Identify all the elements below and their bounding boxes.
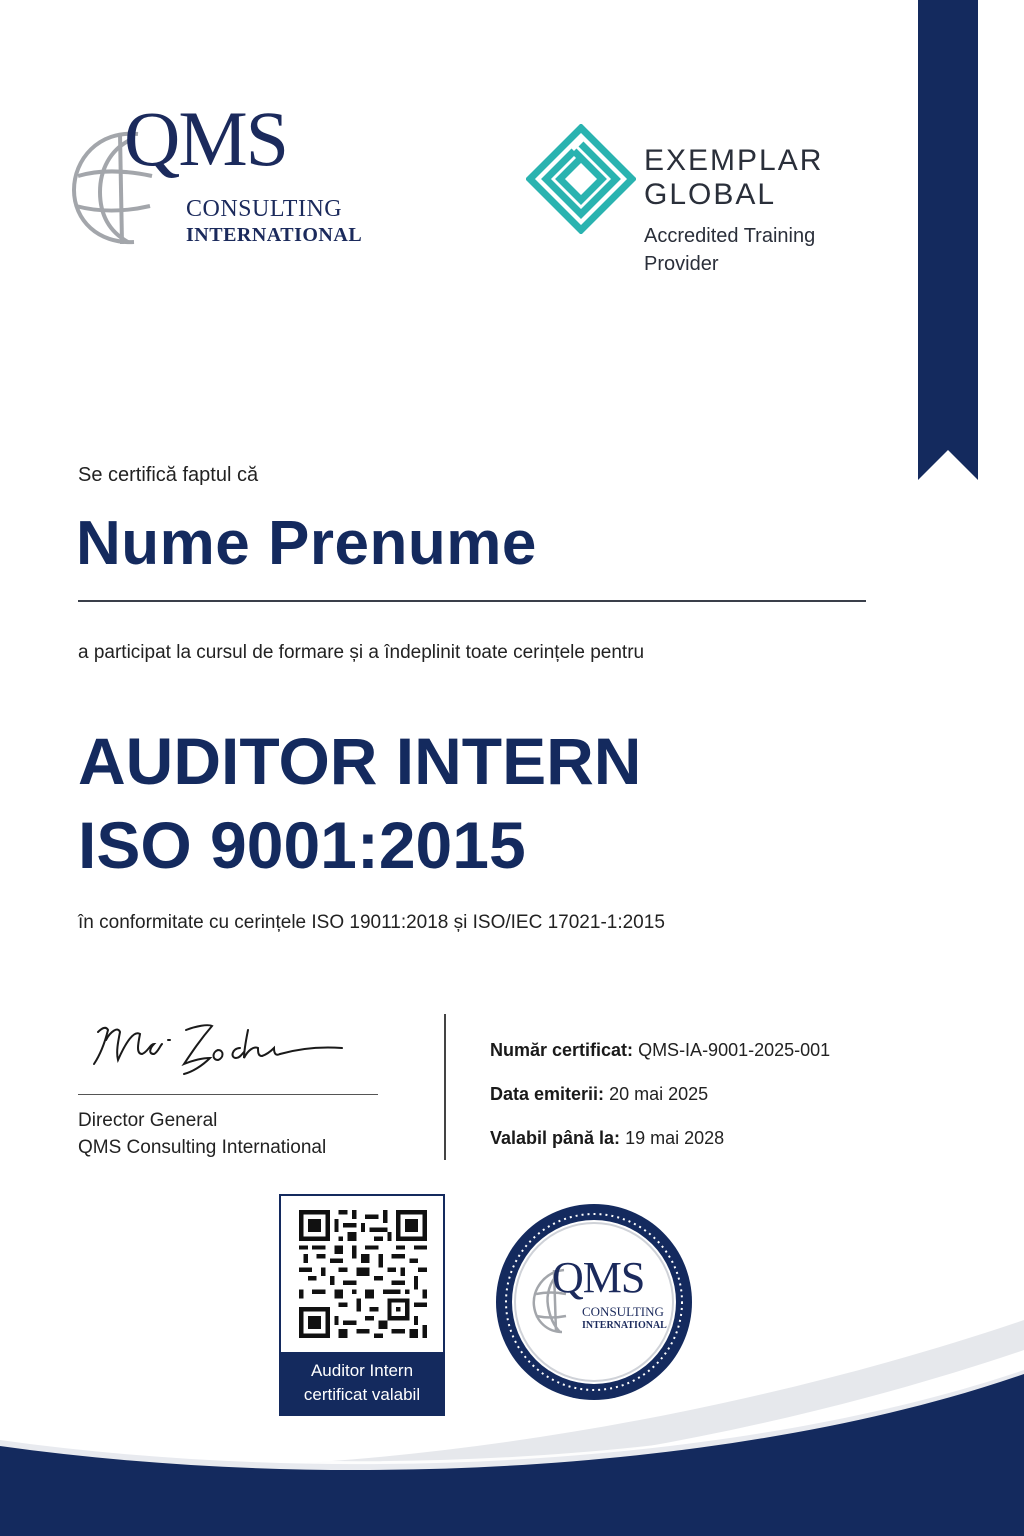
course-title-line1: AUDITOR INTERN: [78, 724, 642, 798]
exemplar-tagline2: Provider: [644, 253, 719, 275]
issue-date-value: 20 mai 2025: [609, 1084, 709, 1104]
signatory-organization: QMS Consulting International: [78, 1137, 327, 1158]
seal-line1: CONSULTING: [582, 1304, 664, 1319]
recipient-name: Nume Prenume: [76, 509, 537, 578]
signature-line: [78, 1094, 378, 1095]
vertical-divider: [444, 1014, 446, 1160]
qms-logo-line1: CONSULTING: [186, 196, 343, 222]
issue-date-row: [490, 1084, 708, 1105]
footer-wave-decoration: [0, 1310, 1024, 1536]
course-title-line2: ISO 9001:2015: [78, 808, 526, 882]
bookmark-ribbon: [918, 0, 978, 480]
exemplar-line2: GLOBAL: [644, 178, 777, 211]
valid-until-value: 19 mai 2028: [625, 1128, 725, 1148]
qms-logo-title: QMS: [124, 95, 288, 182]
certificate-number-row: [490, 1040, 830, 1061]
valid-until-row: [490, 1128, 724, 1149]
seal-title: QMS: [552, 1253, 645, 1302]
conformity-text: în conformitate cu cerințele ISO 19011:2018 și ISO/IEC 17021-1:2015: [78, 912, 665, 933]
qr-label-line1: Auditor Intern: [310, 1361, 414, 1380]
seal-line2: INTERNATIONAL: [582, 1320, 667, 1331]
exemplar-line1: EXEMPLAR: [644, 144, 824, 177]
exemplar-global-logo: [526, 124, 846, 284]
valid-until-label: Valabil până la:: [490, 1128, 621, 1148]
qr-label-line2: certificat valabil: [303, 1385, 421, 1404]
certificate-number-label: Număr certificat:: [490, 1040, 634, 1060]
spiral-diamond-icon: [526, 124, 636, 234]
qms-logo: [68, 95, 368, 252]
signatory-role: Director General: [78, 1110, 218, 1131]
qms-logo-line2: INTERNATIONAL: [186, 224, 363, 246]
issue-date-label: Data emiterii:: [490, 1084, 605, 1104]
name-underline: [78, 600, 866, 602]
exemplar-tagline1: Accredited Training: [644, 225, 816, 247]
participation-text: a participat la cursul de formare și a îndeplinit toate cerințele pentru: [78, 642, 645, 663]
certificate-number-value: QMS-IA-9001-2025-001: [638, 1040, 831, 1060]
signature-image: [84, 1010, 354, 1090]
certify-intro: Se certifică faptul că: [78, 464, 259, 486]
